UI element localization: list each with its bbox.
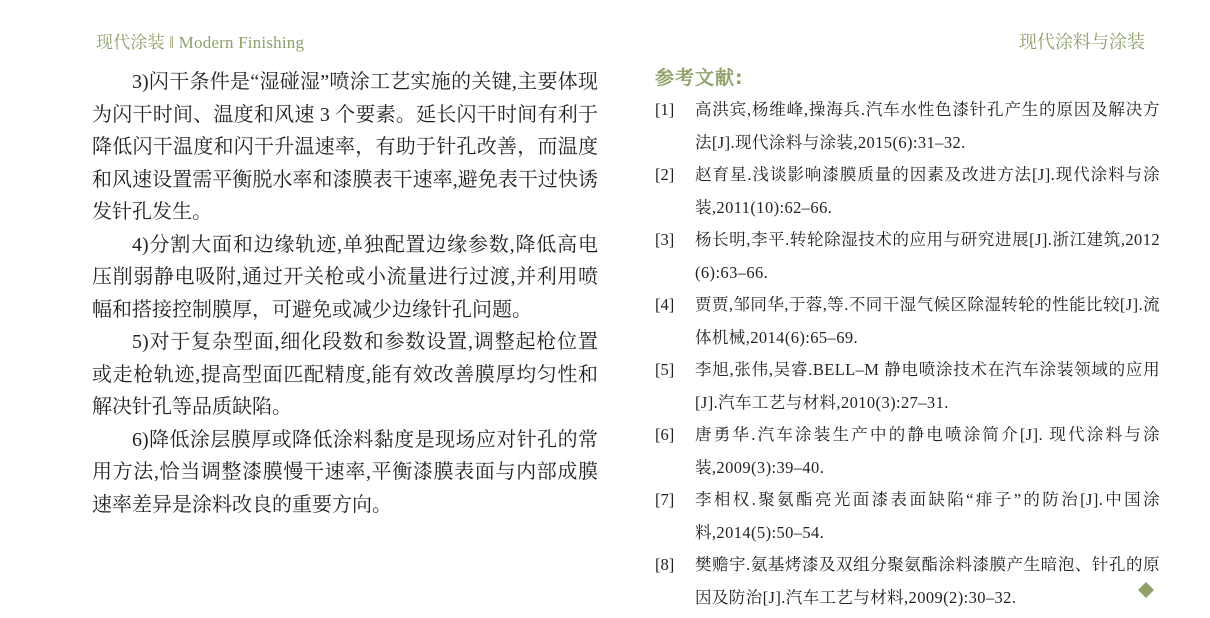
reference-text: 樊赡宇.氨基烤漆及双组分聚氨酯涂料漆膜产生暗泡、针孔的原因及防治[J].汽车工艺与材料,2009(2):30–32.	[695, 555, 1160, 607]
body-paragraph-3: 3)闪干条件是“湿碰湿”喷涂工艺实施的关键,主要体现为闪干时间、温度和风速 3 个要素。延长闪干时间有利于降低闪干温度和闪干升温速率，有助于针孔改善，而温度和风速设置需平衡脱水率和漆膜表干速率,避免表干过快诱发针孔发生。	[92, 71, 598, 223]
body-paragraph-6: 6)降低涂层膜厚或降低涂料黏度是现场应对针孔的常用方法,恰当调整漆膜慢干速率,平衡漆膜表面与内部成膜速率差异是涂料改良的重要方向。	[92, 428, 598, 516]
reference-text: 赵育星.浅谈影响漆膜质量的因素及改进方法[J].现代涂料与涂装,2011(10):62–66.	[695, 165, 1160, 217]
reference-number: [6]	[655, 425, 675, 444]
reference-item	[655, 224, 1160, 289]
reference-number: [5]	[655, 360, 675, 379]
reference-number: [8]	[655, 555, 675, 574]
reference-number: [3]	[655, 230, 675, 249]
reference-item	[655, 354, 1160, 419]
reference-item	[655, 159, 1160, 224]
reference-item	[655, 484, 1160, 549]
reference-item	[655, 549, 1160, 614]
references-heading: 参考文献:	[655, 67, 744, 89]
reference-number: [1]	[655, 100, 675, 119]
diamond-icon	[1136, 580, 1156, 600]
reference-text: 高洪宾,杨维峰,操海兵.汽车水性色漆针孔产生的原因及解决方法[J].现代涂料与涂装,2015(6):31–32.	[695, 100, 1160, 152]
body-text-column	[92, 66, 598, 521]
reference-text: 唐勇华.汽车涂装生产中的静电喷涂简介[J]. 现代涂料与涂装,2009(3):39–40.	[695, 425, 1160, 477]
body-paragraph-5: 5)对于复杂型面,细化段数和参数设置,调整起枪位置或走枪轨迹,提高型面匹配精度,能有效改善膜厚均匀性和解决针孔等品质缺陷。	[92, 331, 598, 418]
references-section	[655, 64, 1160, 614]
reference-item	[655, 94, 1160, 159]
journal-header-right: 现代涂料与涂装	[1019, 32, 1145, 52]
reference-text: 杨长明,李平.转轮除湿技术的应用与研究进展[J].浙江建筑,2012 (6):63–66.	[695, 230, 1160, 282]
reference-list	[655, 94, 1160, 614]
reference-text: 贾贾,邹同华,于蓉,等.不同干湿气候区除湿转轮的性能比较[J].流体机械,2014(6):65–69.	[695, 295, 1160, 347]
journal-header-left: 现代涂装 ‖ Modern Finishing	[96, 33, 305, 52]
reference-number: [2]	[655, 165, 675, 184]
body-paragraph-4: 4)分割大面和边缘轨迹,单独配置边缘参数,降低高电压削弱静电吸附,通过开关枪或小流量进行过渡,并利用喷幅和搭接控制膜厚，可避免或减少边缘针孔问题。	[92, 233, 598, 321]
reference-number: [7]	[655, 490, 675, 509]
reference-number: [4]	[655, 295, 675, 314]
reference-item	[655, 289, 1160, 354]
reference-text: 李相权.聚氨酯亮光面漆表面缺陷“痱子”的防治[J].中国涂料,2014(5):50–54.	[695, 490, 1160, 542]
reference-text: 李旭,张伟,吴睿.BELL–M 静电喷涂技术在汽车涂装领域的应用[J].汽车工艺与材料,2010(3):27–31.	[695, 360, 1160, 412]
reference-item	[655, 419, 1160, 484]
